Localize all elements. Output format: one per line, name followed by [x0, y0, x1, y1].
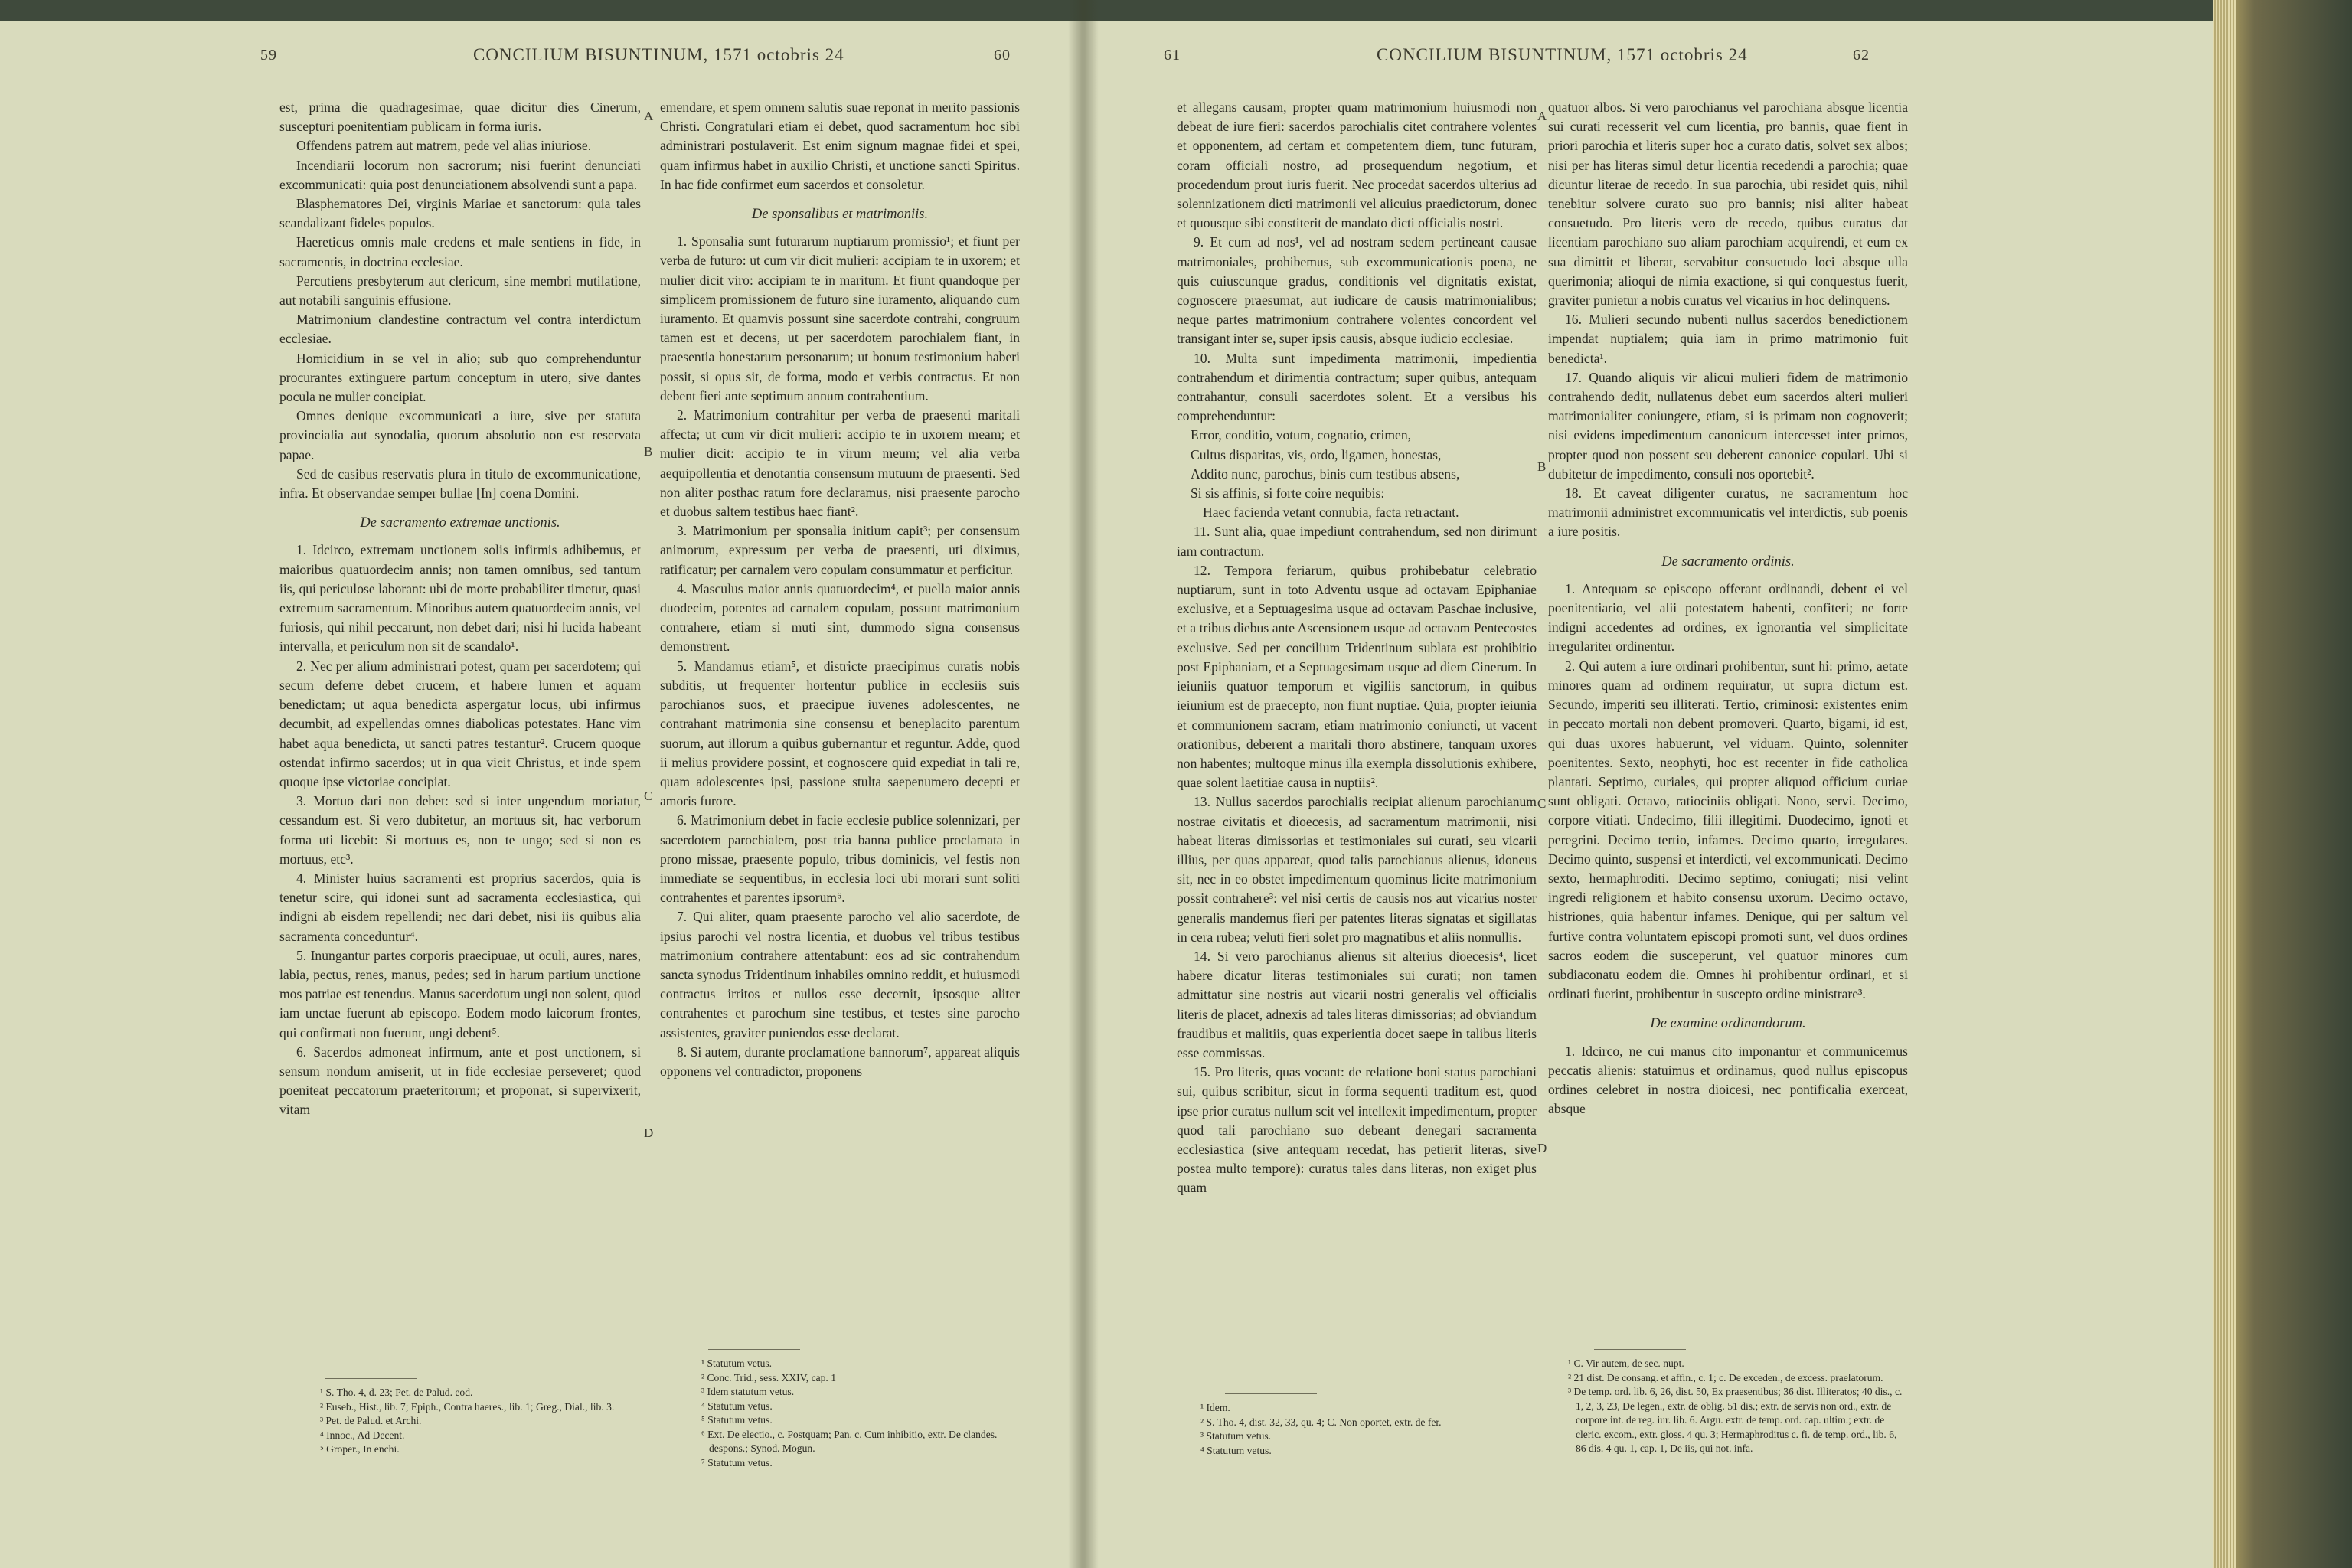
footnote: ³ Idem statutum vetus.	[701, 1386, 795, 1397]
margin-marker-d: D	[644, 1125, 654, 1140]
footnotes-left-b	[695, 1357, 1017, 1470]
paragraph: et allegans causam, propter quam matrimonium huiusmodi non debeat de iure fieri: sacerdos parochialis citet contrahere volentes et opponentem, ad certam et competentem diem, tunc futuram, coram officiali nostro, ad prosequendum negotium, et procedendum prout iuris fuerit. Nec procedat sacerdos ulterius ad solennizationem dicti matrimonii vel alicuius praedictorum, donec et quousque sibi constiterit de mandato dicti officialis nostri.	[1177, 100, 1537, 231]
footnote: ³ De temp. ord. lib. 6, 26, dist. 50, Ex praesentibus; 36 dist. Illiteratos; 40 dis., c. 1, 2, 3, 23, De legen., extr. de oblig. 51 dis.; extr. de servis non ord., extr. de corpore int. de reg. iur. lib. 6. Argu. extr. de temp. ord. cap. ultim.; extr. de cleric. excom., extr. gloss. 4 qu. 3; Hermaphroditus c. fi. de temp. ord., lib. 6, 86 dis. 4 qu. 1, cap. 1, De iis, qui not. infa.	[1568, 1386, 1903, 1454]
section-heading: De sponsalibus et matrimoniis.	[751, 207, 929, 223]
section-heading: De sacramento extremae unctionis.	[360, 515, 560, 531]
paragraph: Matrimonium clandestine contractum vel contra interdictum ecclesiae.	[279, 312, 641, 347]
footnote: ¹ Idem.	[1200, 1402, 1230, 1413]
margin-marker-a: A	[1537, 109, 1547, 123]
footnote: ⁵ Statutum vetus.	[701, 1414, 773, 1426]
footnote: ² Conc. Trid., sess. XXIV, cap. 1	[701, 1371, 837, 1383]
right-running-header	[1164, 40, 1883, 70]
book-gutter	[1068, 0, 1099, 1568]
paragraph: 11. Sunt alia, quae impediunt contrahendum, sed non dirimunt iam contractum.	[1177, 524, 1537, 559]
footnote: ¹ S. Tho. 4, d. 23; Pet. de Palud. eod.	[320, 1387, 473, 1398]
paragraph: 1. Sponsalia sunt futurarum nuptiarum promissio¹; et fiunt per verba de futuro: ut cum vir dicit mulieri: accipiam te in uxorem; et mulier dicit viro: accipiam te in maritum. Et fiunt quandoque per simplicem promissionem de futuro sine iuramento, aliquando cum iuramento. Et quamvis possunt sine sacerdote contrahi, congruum tamen est et decens, ut per sacerdotem parochialem fiant, in praesentia honestarum personarum; ut bonum testimonium haberi possit, si opus sit, de forma, modo et verbis contractus. Et non debent fieri ante septimum annum contrahentium.	[660, 234, 1020, 403]
margin-marker-b: B	[1537, 459, 1547, 474]
paragraph: 5. Inungantur partes corporis praecipuae, ut oculi, aures, nares, labia, pectus, renes, manus, pedes; sed in harum partium unctione mos patriae est tenendus. Manus sacerdotum ungi non solent, quod iam unctae fuerunt ab episcopo. Eodem modo laicorum frontes, qui confirmati non fuerunt, ungi debent⁵.	[279, 947, 641, 1040]
footnote: ⁶ Ext. De electio., c. Postquam; Pan. c. Cum inhibitio, extr. De clandes. despons.; Synod. Mogun.	[701, 1428, 998, 1454]
paragraph: 1. Idcirco, extremam unctionem solis infirmis adhibemus, et maioribus quatuordecim annis; non tamen omnibus, sed tantum iis, qui periculose laborant: ubi de morte probabiliter timetur, quasi extremum sacramentum. Minoribus autem quatuordecim annis, vel furiosis, qui nihil peccarunt, non debet dari; nisi hi lucida habeant intervalla, et periculum non sit de scandalo¹.	[279, 542, 641, 655]
paragraph: 18. Et caveat diligenter curatus, ne sacramentum hoc matrimonii administret excommunicatis vel interdictis, sub poenis a iure positis.	[1548, 485, 1908, 540]
paragraph: 1. Idcirco, ne cui manus cito imponantur et communicemus peccatis alienis: statuimus et ordinamus, quod nullus episcopus ordines celebret in nostra dioicesi, nec pontificalia exerceat, absque	[1548, 1043, 1908, 1117]
paragraph: 3. Matrimonium per sponsalia initium capit³; per consensum animorum, expressum per verba de praesenti, uti diximus, ratificatur; per carnalem vero copulam consummatur et perficitur.	[660, 523, 1020, 577]
paragraph: Percutiens presbyterum aut clericum, sine membri mutilatione, aut notabili sanguinis effusione.	[279, 273, 641, 309]
paragraph: 7. Qui aliter, quam praesente parocho vel alio sacerdote, de ipsius parochi vel nostra licentia, et duobus vel tribus testibus matrimonium contrahere attentabunt: eos ad sic contrahendum sancta synodus Tridentinum inhabiles omnino reddit, et huiusmodi contractus irritos et nullos esse decernit, ipsosque aliter contrahentes et parochum sine testibus, et testes sine parocho assistentes, graviter puniendos esse declarat.	[660, 909, 1020, 1040]
margin-marker-c: C	[1537, 796, 1547, 811]
footnote: ³ Pet. de Palud. et Archi.	[320, 1415, 422, 1426]
page-edges	[2213, 0, 2236, 1568]
column-1	[279, 98, 641, 1120]
paragraph: 12. Tempora feriarum, quibus prohibebatur celebratio nuptiarum, sunt in toto Adventu usque ad octavam Epiphaniae exclusive, et a Septuagesima usque ad octavam Paschae inclusive, et a tribus diebus ante Ascensionem usque ad octavam Pentecostes exclusive. Sed per concilium Tridentinum sublata est prohibitio post Epiphaniam, et a Septuagesimam usque ad diem Cinerum. In ieiuniis quatuor temporum et vigiliis sanctorum, in quibus ieiunium est de praecepto, non fiunt nuptiae. Quia, propter ieiunia et communionem sacram, etiam matrimonio coniuncti, ut vacent orationibus, deberent a maritali thoro abstinere, tanquam uxores non habentes; multoque minus illa exempla dissolutionis exhibere, quae solent laetitiae causa in nuptiis².	[1177, 562, 1537, 791]
footnote: ² 21 dist. De consang. et affin., c. 1; c. De exceden., de excess. praelatorum.	[1568, 1371, 1883, 1383]
paragraph: Homicidium in se vel in alio; sub quo comprehenduntur procurantes extinguere partum conceptum in utero, sive dantes pocula ne mulier concipiat.	[279, 350, 641, 405]
paragraph: 1. Antequam se episcopo offerant ordinandi, debent ei vel poenitentiario, vel alii potestatem habenti, confiteri; ne forte indigni accedentes ad ordines, ex ignorantia vel simplicitate irregulariter ordinentur.	[1548, 580, 1908, 655]
paragraph: est, prima die quadragesimae, quae dicitur dies Cinerum, suscepturi poenitentiam publicam in forma iuris.	[279, 100, 641, 135]
paragraph: 10. Multa sunt impedimenta matrimonii, impedientia contrahendum et dirimentia contractum; super quibus, antequam contrahantur, consuli sacerdotes solent. Et a versibus his comprehenduntur:	[1177, 350, 1537, 424]
footnote-rule	[1225, 1393, 1317, 1394]
section-heading: De examine ordinandorum.	[1650, 1016, 1806, 1032]
paragraph: 9. Et cum ad nos¹, vel ad nostram sedem pertineant causae matrimoniales, prohibemus, sub excommunicationis poena, ne quis cuiuscunque gradus, conditionis vel dignitatis existat, cognoscere praesumat, aut iudicare de causis matrimonialibus; neque partes matrimonium contrahere volentes concordent vel transigant inter se, super ipsis causis, absque iudicio ecclesiae.	[1177, 234, 1537, 347]
paragraph: 8. Si autem, durante proclamatione bannorum⁷, appareat aliquis opponens vel contradictor, proponens	[660, 1044, 1020, 1079]
footnote: ² Euseb., Hist., lib. 7; Epiph., Contra haeres., lib. 1; Greg., Dial., lib. 3.	[320, 1400, 615, 1413]
footnote: ⁵ Groper., In enchi.	[320, 1443, 400, 1455]
paragraph: 16. Mulieri secundo nubenti nullus sacerdos benedictionem impendat nuptialem; quia iam in primo matrimonio fuit benedicta¹.	[1548, 312, 1908, 366]
paragraph: emendare, et spem omnem salutis suae reponat in merito passionis Christi. Congratulari etiam ei debet, quod sacramentum hoc sibi administrari postulaverit. Est enim signum magnae fidei et spei, quam infirmus habet in auxilio Christi, et unctione sancti Spiritus. In hac fide confirmet eum sacerdos et consoletur.	[660, 100, 1020, 192]
paragraph: 2. Matrimonium contrahitur per verba de praesenti maritali affecta; ut cum vir dicit mulieri: accipio te in uxorem meam; et mulier dicit: accipio te in virum meum; vel alia verba aequipollentia et denotantia consensum mutuum de praesenti. Sed non aliter posthac ratum fore declaramus, nisi praesente parocho et duobus saltem testibus haec fiant².	[660, 407, 1020, 520]
footnotes-right-a	[1194, 1401, 1531, 1458]
footnote: ⁴ Statutum vetus.	[701, 1400, 773, 1412]
paragraph: Omnes denique excommunicati a iure, sive per statuta provincialia aut synodalia, quorum absolutio non est reservata papae.	[279, 408, 641, 462]
verse-line: Cultus disparitas, vis, ordo, ligamen, honestas,	[1191, 446, 1442, 462]
verse-line: Haec facienda vetant connubia, facta retractant.	[1203, 505, 1459, 521]
paragraph: Sed de casibus reservatis plura in titulo de excommunicatione, infra. Et observandae semper bullae [In] coena Domini.	[279, 466, 641, 501]
footnote-rule	[1594, 1349, 1686, 1350]
column-3	[1177, 98, 1537, 1198]
footnote: ⁷ Statutum vetus.	[701, 1456, 773, 1468]
margin-marker-d: D	[1537, 1141, 1547, 1155]
footnotes-left-a	[314, 1386, 635, 1457]
verse-line: Error, conditio, votum, cognatio, crimen,	[1191, 427, 1412, 443]
column-4	[1548, 98, 1908, 1119]
paragraph: 4. Masculus maior annis quatuordecim⁴, et puella maior annis duodecim, potentes ad carnalem copulam, possunt matrimonium contrahere, etiam si muti sint, dummodo signa consensus demonstrent.	[660, 580, 1020, 655]
footnote: ¹ C. Vir autem, de sec. nupt.	[1568, 1357, 1684, 1369]
footnote-rule	[325, 1378, 417, 1379]
footnote: ² S. Tho. 4, dist. 32, 33, qu. 4; C. Non oportet, extr. de fer.	[1200, 1416, 1442, 1428]
page-number-59: 59	[260, 46, 277, 64]
paragraph: 2. Qui autem a iure ordinari prohibentur, sunt hi: primo, aetate minores quam ad ordinem requiratur, ut supra dictum est. Secundo, imperiti seu illiterati. Tertio, criminosi: existentes enim in peccato mortali non debent promoveri. Quarto, bigami, id est, qui duas uxores habuerunt, vel viduam. Quinto, solenniter poenitentes. Sexto, neophyti, hoc est recenter in fide catholica plantati. Septimo, curiales, qui propter aliquod officium curiae sunt obligati. Octavo, ratiociniis obligati. Nono, servi. Decimo, corpore vitiati. Undecimo, filii illegitimi. Duodecimo, ignoti et peregrini. Decimo tertio, infames. Decimo quarto, irregulares. Decimo quinto, suspensi et interdicti, vel excommunicati. Decimo sexto, hermaphroditi. Decimo septimo, coniugati; nisi velint ingredi religionem et habito consensu uxorum. Decimo octavo, histriones, quia habentur infames. Denique, qui per saltum vel furtive contra voluntatem episcopi promoti sunt, vel duos ordines sacros eodem die susceperunt, vel quatuor minores cum subdiaconatu eodem die. Omnes hi prohibentur ordinari, et si ordinati fuerint, prohibentur in suscepto ordine ministrare³.	[1548, 658, 1908, 1002]
paragraph: quatuor albos. Si vero parochianus vel parochiana absque licentia sui curati recesserit vel cum licentia, pro bannis, quae fient in priori parochia et literis super hoc a curato datis, solvet sex albos; nisi per has literas simul detur licentia recedendi a parochia; quae dicuntur literae de recedo. In sua parochia, ubi residet quis, nihil tenebitur solvere curato suo pro bannis; nisi aliter habeat consuetudo. Pro literis vero de recedo, quibus curatus dat licentiam parochiano suo aliam parochiam acquirendi, et eum ex sua dimittit et liberat, servabitur consuetudo loci absque ulla querimonia; alioqui de nimia exactione, si qui conquestus fuerit, graviter punietur a nobis curatus vel vicarius in hoc delinquens.	[1548, 100, 1908, 309]
column-2	[660, 98, 1020, 1081]
paragraph: 17. Quando aliquis vir alicui mulieri fidem de matrimonio contrahendo dedit, nullatenus debet eum sacerdos alteri mulieri matrimonialiter coniungere, etiam, si is primam non cognoverit; nisi evidens impedimentum canonicum intercesset inter primos, propter quod non possent seu deberent canonice copulari. Ubi si dubitetur de impedimento, consuli nos oportebit².	[1548, 369, 1908, 482]
footnote: ⁴ Innoc., Ad Decent.	[320, 1429, 405, 1441]
paragraph: 2. Nec per alium administrari potest, quam per sacerdotem; qui secum deferre debet crucem, et habere lumen et aquam benedictam; ut aqua benedicta aspergatur locus, ubi infirmus decumbit, ad expellendas omnes diabolicas potestates. Hanc vim habet aqua benedicta, ut sancti patres testantur². Crucem quoque ostendat infirmo sacerdos; ut in qua vicit Christus, et inde spem quoque ipse victoriae concipiat.	[279, 658, 641, 789]
verse-line: Addito nunc, parochus, binis cum testibus absens,	[1191, 466, 1460, 482]
paragraph: Incendiarii locorum non sacrorum; nisi fuerint denunciati excommunicati: quia post denunciationem absolvendi sunt a papa.	[279, 157, 641, 192]
paragraph: 14. Si vero parochianus alienus sit alterius dioecesis⁴, licet habere dicatur literas testimoniales sui curati; non tamen admittatur sine nostris aut vicarii nostri generalis vel officialis literis de placet, adnexis ad tales literas dimissorias; ad obviandum fraudibus et malitiis, quas experientia docet saepe in talibus literis esse commissas.	[1177, 948, 1537, 1060]
paragraph: 6. Matrimonium debet in facie ecclesie publice solennizari, per sacerdotem parochialem, post tria banna publice proclamata in prono missae, praesente populo, tribus dominicis, vel festis non immediate se sequentibus, in ecclesia loci ubi morari sunt soliti contrahentes et parentes ipsorum⁶.	[660, 812, 1020, 906]
margin-marker-a: A	[644, 109, 654, 123]
footnotes-right-b	[1562, 1357, 1906, 1456]
paragraph: 6. Sacerdos admoneat infirmum, ante et post unctionem, si sensum nondum amiserit, ut in fide ecclesiae perseveret; quod poeniteat peccatorum praeteritorum; et proponat, si supervixerit, vitam	[279, 1044, 641, 1118]
paragraph: Offendens patrem aut matrem, pede vel alias iniuriose.	[296, 138, 592, 154]
paragraph: 4. Minister huius sacramenti est proprius sacerdos, quia is tenetur scire, qui idonei sunt ad sacramenta ecclesiastica, qui indigni ab eisdem repellendi; nec dari debet, nisi iis quibus alia sacramenta conceduntur⁴.	[279, 870, 641, 944]
paragraph: Blasphematores Dei, virginis Mariae et sanctorum: quia tales scandalizant fideles populos.	[279, 196, 641, 231]
right-header-title: CONCILIUM BISUNTINUM, 1571 octobris 24	[1377, 45, 1748, 64]
left-running-header	[260, 40, 1011, 70]
footnote: ³ Statutum vetus.	[1200, 1430, 1272, 1442]
page-number-62: 62	[1853, 46, 1870, 64]
margin-marker-c: C	[644, 789, 653, 803]
page-number-61: 61	[1164, 46, 1181, 64]
verse-line: Si sis affinis, si forte coire nequibis:	[1191, 485, 1385, 501]
margin-marker-b: B	[644, 444, 653, 459]
paragraph: 15. Pro literis, quas vocant: de relatione boni status parochiani sui, quibus scribitur, sicut in forma sequenti traditum est, quod ipse prior curatus nullum scit vel intellexit impedimentum, propter quod tali parochiano suo debeant denegari sacramenta ecclesiastica (sive antequam recedat, has petierit literas, sive postea multo tempore): curatus tales dans literas, non exiget plus quam	[1177, 1064, 1537, 1196]
paragraph: 3. Mortuo dari non debet: sed si inter ungendum moriatur, cessandum est. Si vero dubitetur, an mortuus sit, hac verborum forma uti licebit: Si mortuus es, non te ungo; sed si non es mortuus, etc³.	[279, 793, 641, 867]
footnote-rule	[708, 1349, 800, 1350]
left-header-title: CONCILIUM BISUNTINUM, 1571 octobris 24	[473, 45, 844, 64]
paragraph: 13. Nullus sacerdos parochialis recipiat alienum parochianum nostrae civitatis et dioecesis, ad sacramentum matrimonii, nisi habeat literas dimissorias et testimoniales sui curati, seu vicarii illius, per quas appareat, quod talis parochianus alienus, idoneus sit, nec in eo obstet impedimentum quominus licite matrimonium possit contrahere³: vel nisi certis de causis nos aut vicarius noster generalis mandemus fieri per patentes literas signatas et sigillatas in cera rubea; veluti fieri solet pro magnatibus et aliis nonnullis.	[1177, 794, 1537, 945]
page-number-60: 60	[994, 46, 1011, 64]
paragraph: Haereticus omnis male credens et male sentiens in fide, in sacramentis, in doctrina ecclesiae.	[279, 234, 641, 270]
footnote: ⁴ Statutum vetus.	[1200, 1444, 1272, 1456]
section-heading: De sacramento ordinis.	[1661, 554, 1795, 570]
paragraph: 5. Mandamus etiam⁵, et districte praecipimus curatis nobis subditis, ut frequenter hortentur publice in ecclesiis suis parochianos suos, et praecipue iuvenes adolescentes, ne contrahant matrimonia sine consensu et beneplacito parentum suorum, aut illorum a quibus gubernantur et reguntur. Adde, quod ii melius providere possint, et cognoscere quid expediat in tali re, quam adolescentes ipsi, passione stulta saepenumero decepti et amoris furore.	[660, 658, 1020, 809]
footnote: ¹ Statutum vetus.	[701, 1357, 773, 1369]
